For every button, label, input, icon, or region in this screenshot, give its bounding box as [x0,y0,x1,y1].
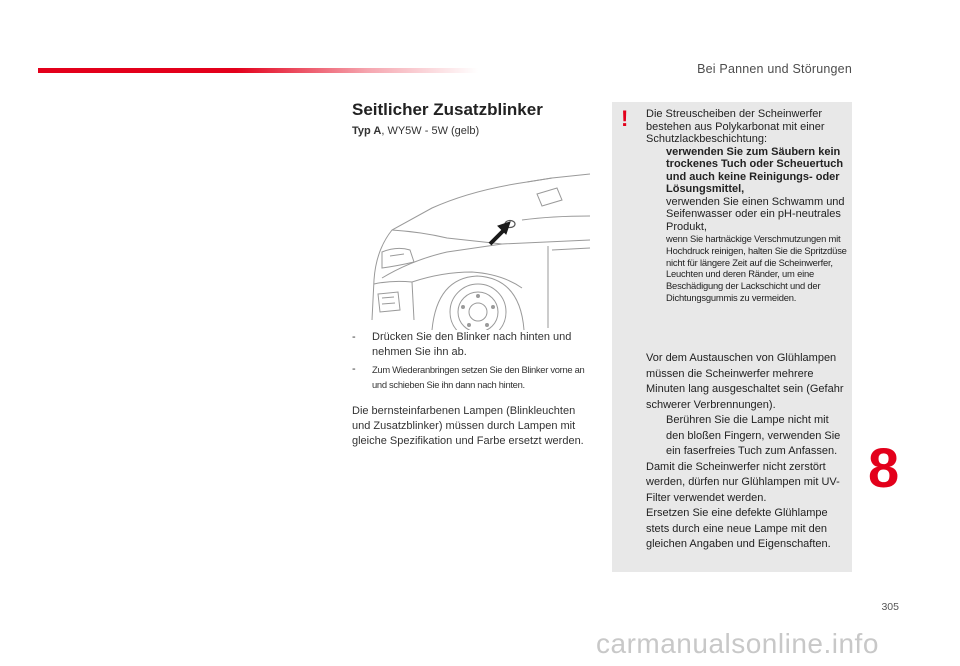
section-title: Seitlicher Zusatzblinker [352,100,543,119]
lamp-info-para: Vor dem Austauschen von Glühlampen müssen die Scheinwerfer mehrere Minuten lang ausgeschaltet sein (Gefahr schwerer Verbrennungen). [646,352,844,411]
chapter-number: 8 [868,436,900,499]
bulb-type-line [352,125,479,137]
warning-bullet-text: wenn Sie hartnäckige Verschmutzungen mit Hochdruck reinigen, halten Sie die Spritzdüse nicht für längere Zeit auf die Scheinwerfer, Leuchten und deren Ränder, um eine Beschädigung der Lackschicht und der Dichtungsgummis zu vermeiden. [666,233,847,303]
watermark: carmanualsonline.info [596,628,879,659]
warning-bullet [646,146,850,196]
step-item [352,362,597,392]
lamp-info-bullet [646,413,850,460]
lamp-info-bullet-text: Berühren Sie die Lampe nicht mit den bloßen Fingern, verwenden Sie ein faserfreies Tuch zum Anfassen. [666,414,841,457]
step-item [352,330,597,360]
header-accent-bar [38,68,478,73]
warning-bullet [646,233,850,304]
chapter-title: Bei Pannen und Störungen [697,62,852,76]
warning-bullet-text: verwenden Sie einen Schwamm und Seifenwasser oder ein pH-neutrales Produkt, [666,195,845,233]
lamp-info-para: Damit die Scheinwerfer nicht zerstört werden, dürfen nur Glühlampen mit UV-Filter verwendet werden. [646,460,840,504]
lamp-info-block [646,351,850,553]
step-dash: - [352,363,356,375]
lamp-info-para: Ersetzen Sie eine defekte Glühlampe stets durch eine neue Lampe mit den gleichen Angaben und Eigenschaften. [646,507,831,550]
car-side-indicator-illustration [352,160,592,330]
step-dash: - [352,331,356,343]
type-label: Typ A [352,125,382,137]
step-list [352,330,597,394]
warning-block [646,108,850,304]
step-text: Zum Wiederanbringen setzen Sie den Blinker vorne an und schieben Sie ihn dann nach hinten. [372,364,585,390]
warning-bullet [646,196,850,234]
warning-bullet-text: verwenden Sie zum Säubern kein trockenes Tuch oder Scheuertuch und auch keine Reinigungs- oder Lösungsmittel, [666,145,844,195]
type-spec: , WY5W - 5W (gelb) [381,125,480,137]
step-text: Drücken Sie den Blinker nach hinten und nehmen Sie ihn ab. [372,331,572,358]
amber-lamp-note: Die bernsteinfarbenen Lampen (Blinkleuchten und Zusatzblinker) müssen durch Lampen mit gleiche Spezifikation und Farbe ersetzt werden. [352,405,584,447]
exclamation-icon: ! [621,106,629,131]
page-number: 305 [881,601,899,613]
warning-intro: Die Streuscheiben der Scheinwerfer bestehen aus Polykarbonat mit einer Schutzlackbeschichtung: [646,108,825,145]
